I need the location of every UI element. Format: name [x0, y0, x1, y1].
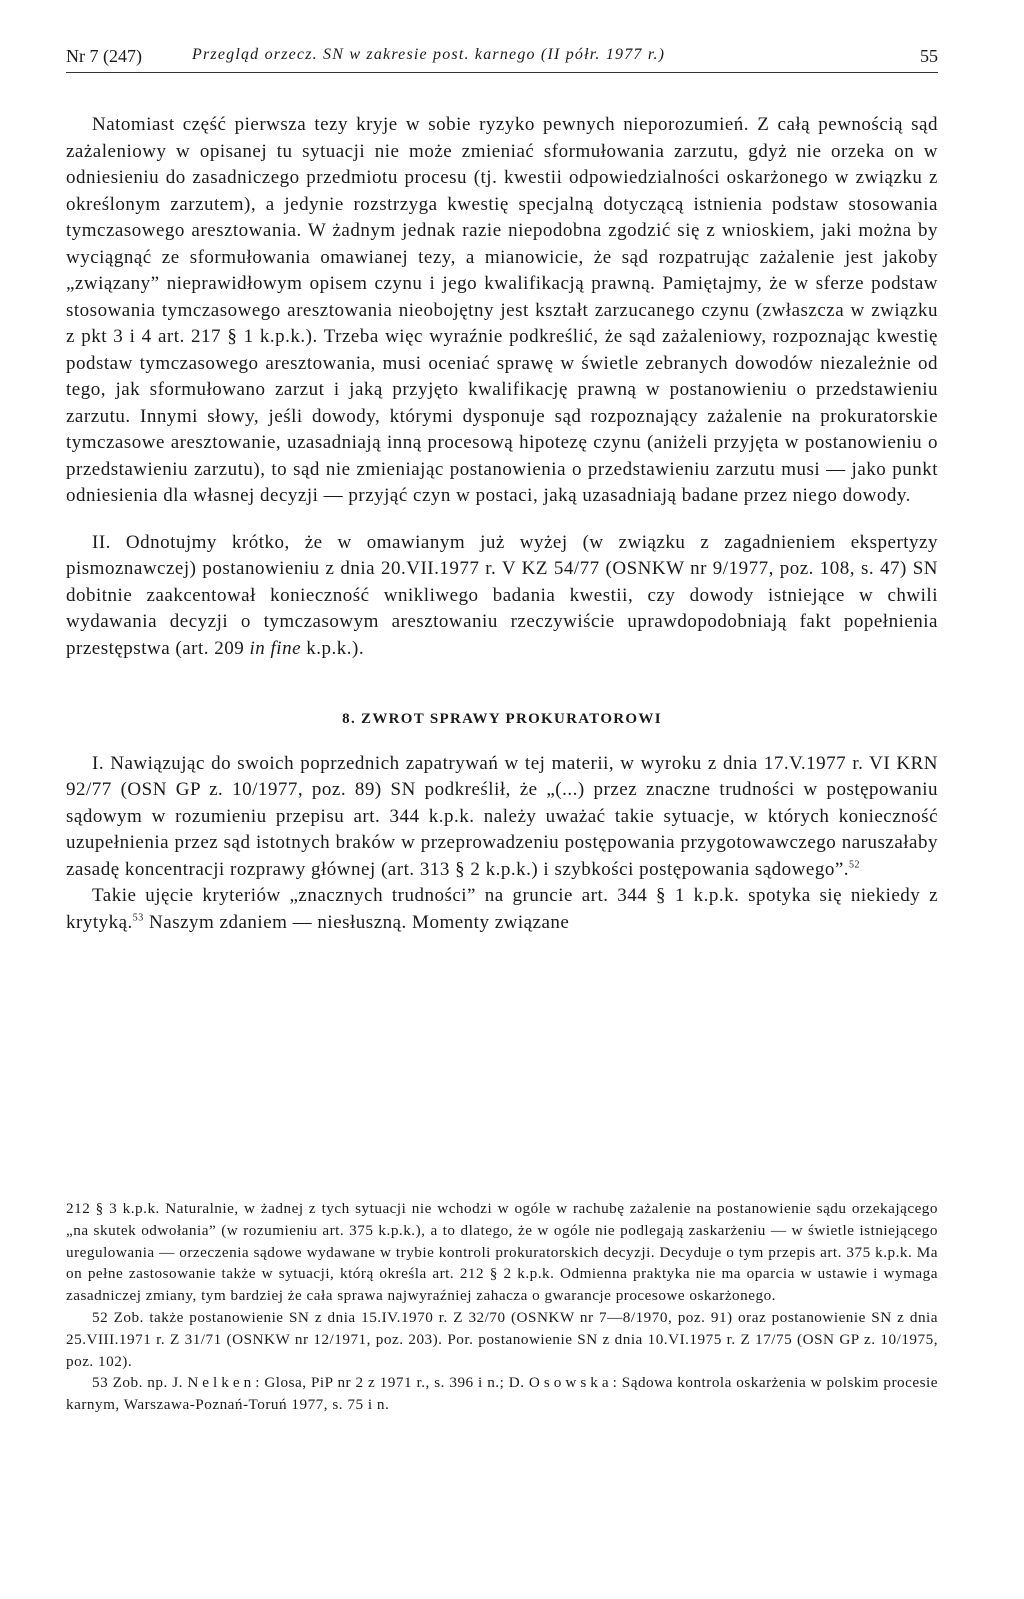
footnotes	[66, 1198, 938, 1416]
footnote-212: 212 § 3 k.p.k. Naturalnie, w żadnej z tych sytuacji nie wchodzi w ogóle w rachubę zażalenie na postanowienie sądu orzekającego „na skutek odwołania” (w rozumieniu art. 375 k.p.k.), a to dlatego, że w ogóle nie podlegają zaskarżeniu — w świetle istniejącego uregulowania — orzeczenia sądowe wydawane w trybie kontroli prokuratorskich decyzji. Decyduje o tym przepis art. 375 k.p.k. Ma on pełne zastosowanie także w sytuacji, którą określa art. 212 § 2 k.p.k. Odmienna praktyka nie ma oparcia w ustawie i wymaga zasadniczej zmiany, tym bardziej że cała sprawa najwyraźniej zahacza o gwarancje procesowe oskarżonego.	[66, 1200, 938, 1305]
paragraph-3-text: I. Nawiązując do swoich poprzednich zapatrywań w tej materii, w wyroku z dnia 17.V.1977 r. VI KRN 92/77 (OSN GP z. 10/1977, poz. 89) SN podkreślił, że „(...) przez znaczne trudności w postępowaniu sądowym w rozumieniu przepisu art. 344 k.p.k. należy uważać takie sytuacje, w których konieczność uzupełnienia przez sąd istotnych braków w przeprowadzeniu postępowania przygotowawczego naruszałaby zasadę koncentracji rozprawy głównej (art. 313 § 2 k.p.k.) i szybkości postępowania sądowego”.	[66, 752, 938, 880]
paragraph-4-end: Naszym zdaniem — niesłuszną. Momenty związane	[143, 911, 570, 933]
paragraph-3	[66, 751, 938, 884]
issue-number: Nr 7 (247)	[66, 46, 142, 66]
paragraph-2-italic: in fine	[249, 637, 302, 659]
author-osowska: Osowska	[528, 1374, 613, 1392]
paragraph-4-text: Takie ujęcie kryteriów „znacznych trudności” na gruncie art. 344 § 1 k.p.k. spotyka się niekiedy z krytyką.	[66, 885, 938, 933]
footnote-53-middle: : Glosa, PiP nr 2 z 1971 r., s. 396 i n.; D.	[255, 1374, 529, 1392]
section-title: 8. ZWROT SPRAWY PROKURATOROWI	[342, 711, 662, 727]
paragraph-1: Natomiast część pierwsza tezy kryje w sobie ryzyko pewnych nieporozumień. Z całą pewnością sąd zażaleniowy w opisanej tu sytuacji nie może zmieniać sformułowania zarzutu, gdyż nie orzeka on w odniesieniu do zasadniczego przedmiotu procesu (tj. kwestii odpowiedzialności oskarżonego w związku z określonym zarzutem), a jedynie rozstrzyga kwestię specjalną dotyczącą istnienia podstaw stosowania tymczasowego aresztowania. W żadnym jednak razie niepodobna zgodzić się z wnioskiem, jaki można by wyciągnąć ze sformułowania omawianej tezy, a mianowicie, że sąd rozpatrując zażalenie jest jakoby „związany” nieprawidłowym opisem czynu i jego kwalifikacją prawną. Pamiętajmy, że w sferze podstaw stosowania tymczasowego aresztowania nieobojętny jest kształt zarzucanego czynu (zwłaszcza w związku z pkt 3 i 4 art. 217 § 1 k.p.k.). Trzeba więc wyraźnie podkreślić, że sąd zażaleniowy, rozpoznając kwestię podstaw tymczasowego aresztowania, musi oceniać sprawę w świetle zebranych dowodów niezależnie od tego, jak sformułowano zarzut i jaką przyjęto kwalifikację prawną w postanowieniu o przedstawieniu zarzutu. Innymi słowy, jeśli dowody, którymi dysponuje sąd rozpoznający zażalenie na prokuratorskie tymczasowe aresztowanie, uzasadniają inną procesową hipotezę czynu (aniżeli przyjęta w postanowieniu o przedstawieniu zarzutu), to sąd nie zmieniając postanowienia o przedstawieniu zarzutu musi — jako punkt odniesienia dla własnej decyzji — przyjąć czyn w postaci, jaką uzasadniają badane przez niego dowody.	[66, 114, 938, 506]
footnote-52: 52 Zob. także postanowienie SN z dnia 15.IV.1970 r. Z 32/70 (OSNKW nr 7—8/1970, poz. 91) oraz postanowienie SN z dnia 25.VIII.1971 r. Z 31/71 (OSNKW nr 12/1971, poz. 203). Por. postanowienie SN z dnia 10.VI.1975 r. Z 17/75 (OSN GP z. 10/1975, poz. 102).	[66, 1308, 938, 1370]
page-header	[66, 40, 938, 73]
footnote-ref-52: 52	[849, 859, 861, 871]
paragraph-2-text: II. Odnotujmy krótko, że w omawianym już wyżej (w związku z zagadnieniem ekspertyzy pismoznawczej) postanowieniu z dnia 20.VII.1977 r. V KZ 54/77 (OSNKW nr 9/1977, poz. 108, s. 47) SN dobitnie zaakcentował konieczność wnikliwego badania kwestii, czy dowody istniejące w chwili wydawania decyzji o tymczasowym aresztowaniu rzeczywiście uprawdopodobniają fakt popełnienia przestępstwa (art. 209	[66, 531, 938, 659]
paragraph-2	[66, 530, 938, 663]
footnote-53-end: : Sądowa kontrola oskarżenia w polskim procesie karnym, Warszawa-Poznań-Toruń 1977, s. 75 i n.	[66, 1374, 938, 1414]
paragraph-4	[66, 883, 938, 936]
footnote-53-text: 53 Zob. np. J.	[92, 1374, 188, 1392]
footnote-ref-53: 53	[132, 912, 144, 924]
page-number: 55	[920, 46, 938, 66]
author-nelken: Nelken	[187, 1374, 256, 1392]
running-title: Przegląd orzecz. SN w zakresie post. karnego (II półr. 1977 r.)	[192, 46, 666, 63]
paragraph-2-end: k.p.k.).	[301, 637, 365, 659]
footnote-53	[66, 1372, 938, 1416]
main-text	[66, 112, 938, 936]
